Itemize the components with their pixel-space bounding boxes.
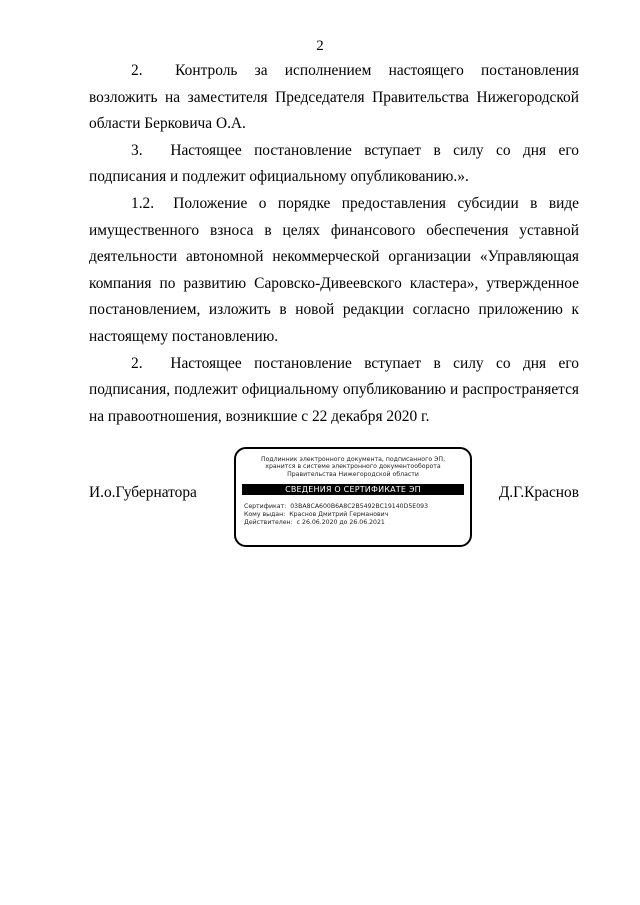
page-number: 2 — [316, 38, 324, 54]
paragraph-2: 3. Настоящее постановление вступает в силу со дня его подписания и подлежит официальному опубликованию.». — [89, 141, 579, 186]
valid-value: с 26.06.2020 до 26.06.2021 — [296, 519, 385, 527]
stamp-header-line: хранится в системе электронного документооборота — [265, 463, 441, 471]
valid-label: Действителен: — [244, 519, 293, 527]
signatory-position: И.о.Губернатора — [89, 484, 197, 501]
stamp-title-bar: СВЕДЕНИЯ О СЕРТИФИКАТЕ ЭП — [242, 484, 464, 495]
stamp-header-line: Подлинник электронного документа, подписанного ЭП, — [260, 456, 446, 463]
signatory-name: Д.Г.Краснов — [498, 484, 579, 501]
stamp-valid-row — [244, 519, 470, 527]
paragraph-1: 2. Контроль за исполнением настоящего постановления возложить на заместителя Председателя Правительства Нижегородской области Берковича О.А. — [89, 62, 579, 133]
paragraph-4: 2. Настоящее постановление вступает в силу со дня его подписания, подлежит официальному опубликованию и распространяется на правоотношения, возникшие с 22 декабря 2020 г. — [89, 354, 579, 425]
paragraph-3: 1.2. Положение о порядке предоставления субсидии в виде имущественного взноса в целях финансового обеспечения уставной деятельности автономной некоммерческой организации «Управляющая компания по развитию Саровско-Дивеевского кластера», утвержденное постановлением, изложить в новой редакции согласно приложению к настоящему постановлению. — [89, 194, 579, 345]
stamp-header-line: Правительства Нижегородской области — [287, 470, 419, 478]
certificate-label: Сертификат: — [244, 503, 287, 511]
issued-to-value: Краснов Дмитрий Германович — [289, 511, 389, 519]
e-signature-stamp — [234, 447, 472, 547]
issued-to-label: Кому выдан: — [244, 511, 286, 519]
stamp-details — [244, 503, 470, 527]
document-body — [89, 58, 579, 430]
certificate-value: 03BA8CA600B6A8C2B5492BC19140D5E093 — [290, 503, 429, 511]
stamp-header — [236, 456, 470, 478]
